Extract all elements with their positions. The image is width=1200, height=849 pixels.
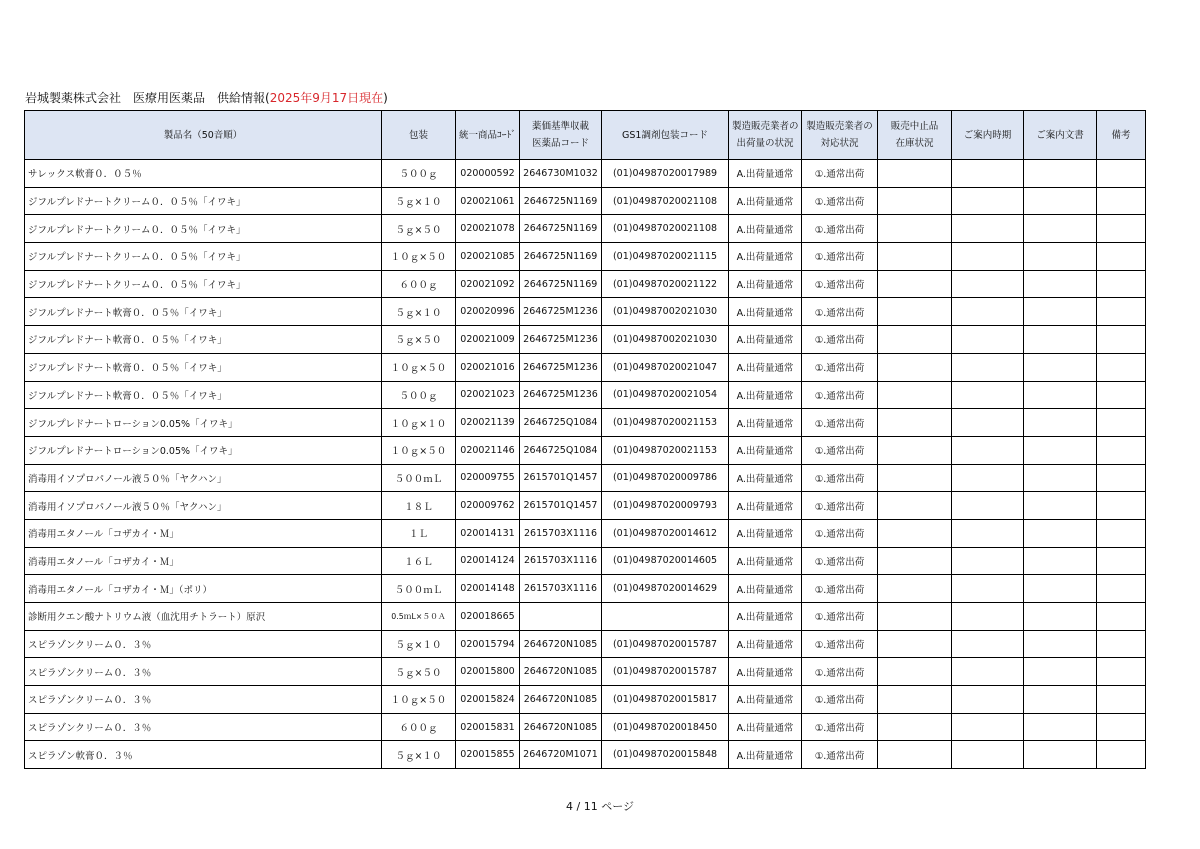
cell-shipment-status: A.出荷量通常 <box>729 409 802 437</box>
cell-remarks <box>1097 519 1146 547</box>
table-row <box>25 243 1146 271</box>
cell-notice-date <box>952 741 1024 769</box>
cell-shipment-status: A.出荷量通常 <box>729 464 802 492</box>
cell-product-code: 020014131 <box>456 519 520 547</box>
cell-shipment-status: A.出荷量通常 <box>729 353 802 381</box>
cell-gs1-code <box>602 603 729 631</box>
col-header-discontinued-stock-text: 販売中止品 在庫状況 <box>890 121 939 149</box>
cell-yj-code: 2646725M1236 <box>520 326 602 354</box>
cell-yj-code: 2646725M1236 <box>520 353 602 381</box>
cell-notice-date <box>952 381 1024 409</box>
cell-product-name: ジフルプレドナート軟膏０．０５％「イワキ」 <box>25 298 382 326</box>
cell-response-status: ①.通常出荷 <box>802 243 878 271</box>
cell-package: １Ｌ <box>382 519 456 547</box>
cell-response-status: ①.通常出荷 <box>802 436 878 464</box>
cell-shipment-status: A.出荷量通常 <box>729 713 802 741</box>
cell-product-name: 消毒用エタノール「コザカイ・Ｍ」 <box>25 547 382 575</box>
cell-package: ５ｇ×１０ <box>382 187 456 215</box>
cell-package: ６００ｇ <box>382 713 456 741</box>
cell-response-status: ①.通常出荷 <box>802 326 878 354</box>
col-header-package: 包装 <box>382 111 456 160</box>
cell-gs1-code: (01)04987020014612 <box>602 519 729 547</box>
cell-remarks <box>1097 686 1146 714</box>
supply-table <box>24 110 1146 769</box>
cell-package: １６Ｌ <box>382 547 456 575</box>
cell-remarks <box>1097 492 1146 520</box>
cell-notice-date <box>952 436 1024 464</box>
cell-notice-document <box>1024 215 1097 243</box>
col-header-remarks: 備考 <box>1097 111 1146 160</box>
table-row <box>25 160 1146 188</box>
page-total: 11 <box>583 800 598 813</box>
cell-remarks <box>1097 187 1146 215</box>
cell-discontinued-stock <box>878 215 952 243</box>
table-row <box>25 519 1146 547</box>
cell-response-status: ①.通常出荷 <box>802 686 878 714</box>
cell-notice-date <box>952 353 1024 381</box>
cell-gs1-code: (01)04987020015848 <box>602 741 729 769</box>
cell-gs1-code: (01)04987020014629 <box>602 575 729 603</box>
cell-yj-code: 2646725M1236 <box>520 298 602 326</box>
cell-notice-document <box>1024 741 1097 769</box>
cell-response-status: ①.通常出荷 <box>802 160 878 188</box>
table-row <box>25 353 1146 381</box>
cell-remarks <box>1097 575 1146 603</box>
cell-product-name: スピラゾンクリーム０．３％ <box>25 713 382 741</box>
cell-shipment-status: A.出荷量通常 <box>729 603 802 631</box>
cell-discontinued-stock <box>878 658 952 686</box>
cell-product-code: 020018665 <box>456 603 520 631</box>
cell-response-status: ①.通常出荷 <box>802 270 878 298</box>
page-separator: / <box>573 800 584 813</box>
cell-discontinued-stock <box>878 464 952 492</box>
col-header-notice-document: ご案内文書 <box>1024 111 1097 160</box>
cell-product-name: サレックス軟膏０．０５％ <box>25 160 382 188</box>
cell-package: 0.5ｍL×５０Ａ <box>382 603 456 631</box>
cell-response-status: ①.通常出荷 <box>802 547 878 575</box>
cell-shipment-status: A.出荷量通常 <box>729 187 802 215</box>
title-close: ) <box>383 91 388 105</box>
table-row <box>25 686 1146 714</box>
table-row <box>25 575 1146 603</box>
cell-remarks <box>1097 630 1146 658</box>
table-row <box>25 547 1146 575</box>
table-row <box>25 187 1146 215</box>
table-row <box>25 270 1146 298</box>
cell-notice-date <box>952 326 1024 354</box>
cell-discontinued-stock <box>878 243 952 271</box>
cell-package: ５ｇ×５０ <box>382 215 456 243</box>
cell-notice-date <box>952 298 1024 326</box>
col-header-notice-date: ご案内時期 <box>952 111 1024 160</box>
cell-package: ５ｇ×１０ <box>382 741 456 769</box>
cell-product-name: ジフルプレドナートクリーム０．０５％「イワキ」 <box>25 187 382 215</box>
cell-notice-document <box>1024 603 1097 631</box>
cell-gs1-code: (01)04987020009786 <box>602 464 729 492</box>
table-row <box>25 713 1146 741</box>
cell-package: １０ｇ×５０ <box>382 353 456 381</box>
cell-notice-date <box>952 658 1024 686</box>
table-row <box>25 630 1146 658</box>
col-header-response-status-text: 製造販売業者の 対応状況 <box>806 121 873 149</box>
cell-response-status: ①.通常出荷 <box>802 381 878 409</box>
cell-notice-date <box>952 630 1024 658</box>
cell-product-name: スピラゾンクリーム０．３％ <box>25 630 382 658</box>
cell-discontinued-stock <box>878 298 952 326</box>
cell-discontinued-stock <box>878 686 952 714</box>
cell-product-code: 020000592 <box>456 160 520 188</box>
cell-discontinued-stock <box>878 713 952 741</box>
cell-gs1-code: (01)04987020015787 <box>602 658 729 686</box>
cell-product-code: 020015824 <box>456 686 520 714</box>
cell-yj-code: 2615703X1116 <box>520 519 602 547</box>
cell-notice-document <box>1024 298 1097 326</box>
col-header-name: 製品名（50音順） <box>25 111 382 160</box>
cell-product-code: 020021146 <box>456 436 520 464</box>
cell-discontinued-stock <box>878 187 952 215</box>
cell-remarks <box>1097 713 1146 741</box>
cell-yj-code: 2615703X1116 <box>520 575 602 603</box>
cell-remarks <box>1097 298 1146 326</box>
cell-yj-code: 2615703X1116 <box>520 547 602 575</box>
cell-notice-date <box>952 187 1024 215</box>
col-header-gs1-code: GS1調剤包装コード <box>602 111 729 160</box>
cell-remarks <box>1097 741 1146 769</box>
cell-package: ５００ｍＬ <box>382 464 456 492</box>
cell-remarks <box>1097 353 1146 381</box>
cell-gs1-code: (01)04987020015817 <box>602 686 729 714</box>
cell-response-status: ①.通常出荷 <box>802 215 878 243</box>
cell-notice-document <box>1024 464 1097 492</box>
cell-gs1-code: (01)04987020017989 <box>602 160 729 188</box>
cell-notice-document <box>1024 630 1097 658</box>
cell-yj-code: 2646720N1085 <box>520 630 602 658</box>
cell-shipment-status: A.出荷量通常 <box>729 326 802 354</box>
cell-gs1-code: (01)04987020021153 <box>602 409 729 437</box>
cell-product-code: 020014124 <box>456 547 520 575</box>
cell-notice-document <box>1024 270 1097 298</box>
cell-remarks <box>1097 603 1146 631</box>
cell-gs1-code: (01)04987020009793 <box>602 492 729 520</box>
table-row <box>25 464 1146 492</box>
cell-product-name: 消毒用イソプロパノール液５０％「ヤクハン」 <box>25 492 382 520</box>
cell-notice-document <box>1024 187 1097 215</box>
cell-remarks <box>1097 215 1146 243</box>
col-header-yj-code <box>520 111 602 160</box>
cell-product-name: ジフルプレドナートクリーム０．０５％「イワキ」 <box>25 215 382 243</box>
cell-product-name: 診断用クエン酸ナトリウム液（血沈用チトラート）原沢 <box>25 603 382 631</box>
cell-yj-code: 2615701Q1457 <box>520 492 602 520</box>
cell-product-code: 020015800 <box>456 658 520 686</box>
cell-package: ５００ｇ <box>382 381 456 409</box>
cell-discontinued-stock <box>878 381 952 409</box>
cell-product-name: ジフルプレドナート軟膏０．０５％「イワキ」 <box>25 353 382 381</box>
cell-yj-code: 2646720N1085 <box>520 713 602 741</box>
cell-yj-code: 2646720M1071 <box>520 741 602 769</box>
cell-response-status: ①.通常出荷 <box>802 409 878 437</box>
cell-response-status: ①.通常出荷 <box>802 353 878 381</box>
cell-package: １０ｇ×５０ <box>382 436 456 464</box>
cell-remarks <box>1097 381 1146 409</box>
cell-package: １０ｇ×５０ <box>382 243 456 271</box>
cell-product-code: 020009755 <box>456 464 520 492</box>
table-row <box>25 492 1146 520</box>
cell-package: １８Ｌ <box>382 492 456 520</box>
cell-notice-date <box>952 492 1024 520</box>
cell-package: ５ｇ×５０ <box>382 658 456 686</box>
cell-shipment-status: A.出荷量通常 <box>729 686 802 714</box>
table-row <box>25 215 1146 243</box>
cell-product-name: 消毒用エタノール「コザカイ・Ｍ」 <box>25 519 382 547</box>
table-row <box>25 741 1146 769</box>
table-row <box>25 409 1146 437</box>
cell-yj-code: 2646725N1169 <box>520 243 602 271</box>
cell-notice-document <box>1024 547 1097 575</box>
cell-response-status: ①.通常出荷 <box>802 630 878 658</box>
cell-notice-document <box>1024 353 1097 381</box>
cell-notice-date <box>952 215 1024 243</box>
cell-yj-code: 2646725Q1084 <box>520 409 602 437</box>
cell-yj-code <box>520 603 602 631</box>
cell-shipment-status: A.出荷量通常 <box>729 547 802 575</box>
cell-yj-code: 2646725M1236 <box>520 381 602 409</box>
cell-notice-document <box>1024 326 1097 354</box>
cell-discontinued-stock <box>878 353 952 381</box>
cell-product-code: 020021078 <box>456 215 520 243</box>
cell-package: ５ｇ×１０ <box>382 630 456 658</box>
cell-product-code: 020021085 <box>456 243 520 271</box>
title-company: 岩城製薬株式会社 医療用医薬品 供給情報( <box>25 91 270 105</box>
cell-yj-code: 2646730M1032 <box>520 160 602 188</box>
cell-response-status: ①.通常出荷 <box>802 603 878 631</box>
cell-remarks <box>1097 464 1146 492</box>
cell-response-status: ①.通常出荷 <box>802 464 878 492</box>
cell-response-status: ①.通常出荷 <box>802 492 878 520</box>
cell-yj-code: 2615701Q1457 <box>520 464 602 492</box>
cell-notice-document <box>1024 409 1097 437</box>
table-row <box>25 436 1146 464</box>
cell-product-code: 020021061 <box>456 187 520 215</box>
cell-product-code: 020009762 <box>456 492 520 520</box>
cell-gs1-code: (01)04987020015787 <box>602 630 729 658</box>
cell-product-name: スピラゾンクリーム０．３％ <box>25 658 382 686</box>
cell-notice-date <box>952 243 1024 271</box>
cell-gs1-code: (01)04987020021122 <box>602 270 729 298</box>
table-row <box>25 381 1146 409</box>
cell-product-name: ジフルプレドナートローション0.05%「イワキ」 <box>25 436 382 464</box>
cell-product-name: ジフルプレドナート軟膏０．０５％「イワキ」 <box>25 326 382 354</box>
cell-package: ５ｇ×１０ <box>382 298 456 326</box>
cell-gs1-code: (01)04987020021108 <box>602 187 729 215</box>
cell-product-name: ジフルプレドナートローション0.05%「イワキ」 <box>25 409 382 437</box>
cell-gs1-code: (01)04987002021030 <box>602 326 729 354</box>
cell-notice-document <box>1024 381 1097 409</box>
cell-shipment-status: A.出荷量通常 <box>729 492 802 520</box>
cell-discontinued-stock <box>878 326 952 354</box>
cell-gs1-code: (01)04987020021115 <box>602 243 729 271</box>
col-header-discontinued-stock <box>878 111 952 160</box>
cell-shipment-status: A.出荷量通常 <box>729 630 802 658</box>
cell-notice-date <box>952 686 1024 714</box>
cell-notice-document <box>1024 519 1097 547</box>
page-suffix: ページ <box>597 800 634 813</box>
cell-notice-document <box>1024 658 1097 686</box>
cell-discontinued-stock <box>878 575 952 603</box>
cell-notice-date <box>952 713 1024 741</box>
cell-discontinued-stock <box>878 436 952 464</box>
page-title <box>25 89 388 106</box>
cell-discontinued-stock <box>878 270 952 298</box>
cell-product-name: ジフルプレドナートクリーム０．０５％「イワキ」 <box>25 243 382 271</box>
cell-discontinued-stock <box>878 630 952 658</box>
cell-yj-code: 2646725N1169 <box>520 187 602 215</box>
cell-response-status: ①.通常出荷 <box>802 713 878 741</box>
cell-response-status: ①.通常出荷 <box>802 658 878 686</box>
cell-product-name: 消毒用エタノール「コザカイ・Ｍ」（ポリ） <box>25 575 382 603</box>
cell-shipment-status: A.出荷量通常 <box>729 270 802 298</box>
cell-notice-date <box>952 519 1024 547</box>
cell-response-status: ①.通常出荷 <box>802 741 878 769</box>
cell-response-status: ①.通常出荷 <box>802 298 878 326</box>
cell-notice-document <box>1024 436 1097 464</box>
table-row <box>25 326 1146 354</box>
cell-shipment-status: A.出荷量通常 <box>729 298 802 326</box>
cell-yj-code: 2646725N1169 <box>520 215 602 243</box>
cell-response-status: ①.通常出荷 <box>802 187 878 215</box>
page-footer <box>0 798 1200 814</box>
cell-gs1-code: (01)04987020021047 <box>602 353 729 381</box>
col-header-yj-code-text: 薬価基準収載 医薬品コード <box>531 121 589 149</box>
col-header-product-code: 統一商品ｺｰﾄﾞ <box>456 111 520 160</box>
cell-gs1-code: (01)04987020018450 <box>602 713 729 741</box>
cell-shipment-status: A.出荷量通常 <box>729 381 802 409</box>
cell-notice-date <box>952 603 1024 631</box>
cell-notice-date <box>952 160 1024 188</box>
cell-shipment-status: A.出荷量通常 <box>729 160 802 188</box>
cell-notice-document <box>1024 575 1097 603</box>
cell-remarks <box>1097 243 1146 271</box>
cell-package: １０ｇ×１０ <box>382 409 456 437</box>
cell-notice-document <box>1024 243 1097 271</box>
cell-notice-document <box>1024 160 1097 188</box>
col-header-shipment-status-text: 製造販売業者の 出荷量の状況 <box>732 121 799 149</box>
cell-discontinued-stock <box>878 741 952 769</box>
cell-remarks <box>1097 547 1146 575</box>
cell-gs1-code: (01)04987020014605 <box>602 547 729 575</box>
cell-package: １０ｇ×５０ <box>382 686 456 714</box>
cell-notice-document <box>1024 686 1097 714</box>
cell-product-code: 020015794 <box>456 630 520 658</box>
cell-yj-code: 2646720N1085 <box>520 686 602 714</box>
col-header-shipment-status <box>729 111 802 160</box>
cell-product-name: 消毒用イソプロパノール液５０％「ヤクハン」 <box>25 464 382 492</box>
table-row <box>25 658 1146 686</box>
cell-package: ５００ｇ <box>382 160 456 188</box>
cell-shipment-status: A.出荷量通常 <box>729 575 802 603</box>
cell-response-status: ①.通常出荷 <box>802 575 878 603</box>
cell-shipment-status: A.出荷量通常 <box>729 741 802 769</box>
table-row <box>25 603 1146 631</box>
cell-product-name: ジフルプレドナートクリーム０．０５％「イワキ」 <box>25 270 382 298</box>
cell-gs1-code: (01)04987002021030 <box>602 298 729 326</box>
cell-product-code: 020021139 <box>456 409 520 437</box>
cell-remarks <box>1097 270 1146 298</box>
cell-yj-code: 2646725Q1084 <box>520 436 602 464</box>
cell-package: ６００ｇ <box>382 270 456 298</box>
cell-shipment-status: A.出荷量通常 <box>729 436 802 464</box>
cell-product-name: ジフルプレドナート軟膏０．０５％「イワキ」 <box>25 381 382 409</box>
cell-discontinued-stock <box>878 160 952 188</box>
cell-gs1-code: (01)04987020021108 <box>602 215 729 243</box>
cell-discontinued-stock <box>878 603 952 631</box>
cell-discontinued-stock <box>878 409 952 437</box>
cell-yj-code: 2646720N1085 <box>520 658 602 686</box>
cell-remarks <box>1097 658 1146 686</box>
cell-remarks <box>1097 326 1146 354</box>
cell-yj-code: 2646725N1169 <box>520 270 602 298</box>
cell-product-code: 020021023 <box>456 381 520 409</box>
cell-gs1-code: (01)04987020021153 <box>602 436 729 464</box>
col-header-response-status <box>802 111 878 160</box>
cell-notice-date <box>952 464 1024 492</box>
table-header-row <box>25 111 1146 160</box>
cell-product-code: 020021092 <box>456 270 520 298</box>
cell-remarks <box>1097 160 1146 188</box>
cell-notice-document <box>1024 492 1097 520</box>
cell-package: ５００ｍＬ <box>382 575 456 603</box>
page-current: 4 <box>566 800 573 813</box>
cell-product-code: 020020996 <box>456 298 520 326</box>
cell-product-code: 020015831 <box>456 713 520 741</box>
cell-notice-date <box>952 270 1024 298</box>
title-date: 2025年9月17日現在 <box>269 91 384 105</box>
cell-shipment-status: A.出荷量通常 <box>729 519 802 547</box>
cell-remarks <box>1097 436 1146 464</box>
cell-product-code: 020014148 <box>456 575 520 603</box>
cell-package: ５ｇ×５０ <box>382 326 456 354</box>
cell-product-name: スピラゾン軟膏０．３％ <box>25 741 382 769</box>
cell-discontinued-stock <box>878 547 952 575</box>
cell-shipment-status: A.出荷量通常 <box>729 215 802 243</box>
cell-product-code: 020021009 <box>456 326 520 354</box>
cell-remarks <box>1097 409 1146 437</box>
cell-notice-date <box>952 409 1024 437</box>
table-row <box>25 298 1146 326</box>
cell-product-code: 020015855 <box>456 741 520 769</box>
cell-discontinued-stock <box>878 492 952 520</box>
cell-shipment-status: A.出荷量通常 <box>729 658 802 686</box>
cell-notice-date <box>952 575 1024 603</box>
cell-notice-date <box>952 547 1024 575</box>
cell-notice-document <box>1024 713 1097 741</box>
cell-discontinued-stock <box>878 519 952 547</box>
cell-response-status: ①.通常出荷 <box>802 519 878 547</box>
cell-shipment-status: A.出荷量通常 <box>729 243 802 271</box>
cell-product-name: スピラゾンクリーム０．３％ <box>25 686 382 714</box>
cell-gs1-code: (01)04987020021054 <box>602 381 729 409</box>
cell-product-code: 020021016 <box>456 353 520 381</box>
